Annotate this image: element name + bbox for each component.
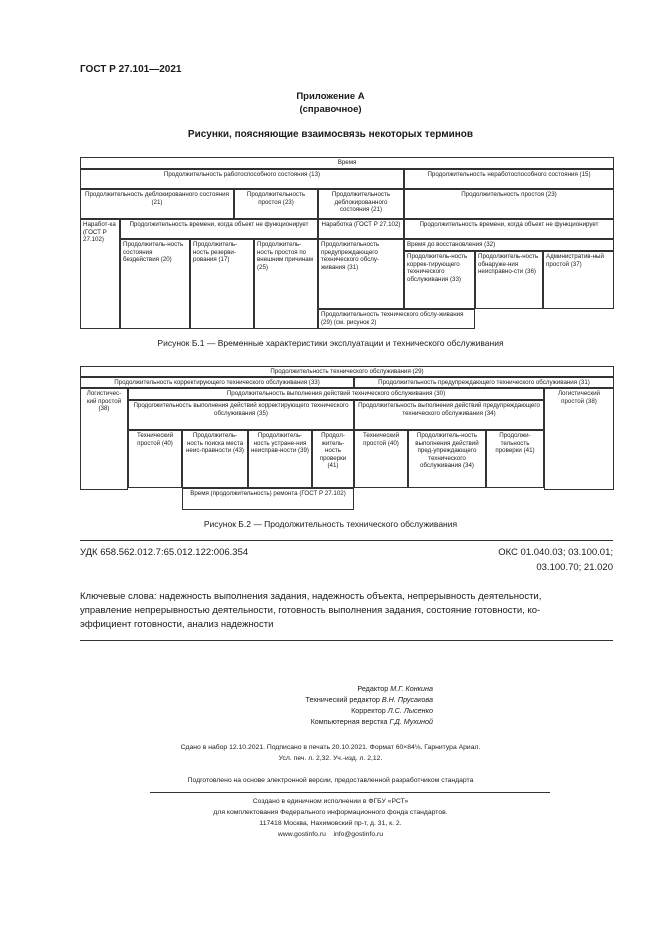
fig2-check2: Продолжи-тельность проверки (41) <box>486 430 544 488</box>
publisher-line-1: Создано в единичном исполнении в ФГБУ «РСТ» <box>252 798 409 805</box>
fig2-repair: Продолжитель-ность устране-ния неисправ-ности (39) <box>248 430 312 488</box>
fig2-actions: Продолжительность выполнения действий технического обслуживания (30) <box>128 388 544 400</box>
fig1-maintenance: Продолжительность технического обслу-живания (29) (см. рисунок 2) <box>318 309 475 329</box>
publisher-line-2: для комплектования Федерального информационного фонда стандартов. <box>213 809 448 816</box>
fig1-undetected: Продолжитель-ность обнаруже-ния неисправно-сти (36) <box>475 251 543 309</box>
credit-tech: Технический редактор В.Н. Прусакова <box>305 695 433 704</box>
fig1-corrective: Продолжитель-ность коррек-тирующего технического обслуживания (33) <box>404 251 475 309</box>
fig2-prev-exec: Продолжитель-ность выполнения действий пред-упреждающего технического обслуживания (34) <box>408 430 486 488</box>
keywords-line-2: управление непрерывностью деятельности, готовность выполнения задания, состояние готовности, ко- <box>80 605 541 616</box>
fig1-mtbf: Наработ-ка (ГОСТ Р 27.102) <box>80 219 120 329</box>
figure-b2-caption: Рисунок Б.2 — Продолжительность технического обслуживания <box>203 519 458 529</box>
fig1-blocked-down: Продолжительность деблокированного состояния (21) <box>318 189 404 219</box>
keywords-line-3: эффициент готовности, анализ надежности <box>80 619 274 630</box>
fig1-admin: Административ-ный простой (37) <box>543 251 614 309</box>
appendix-heading: Рисунки, поясняющие взаимосвязь некоторых терминов <box>187 129 474 140</box>
fig1-not-required2: Продолжительность времени, когда объект не функционирует <box>404 219 614 239</box>
fig2-repair-time: Время (продолжительность) ремонта (ГОСТ Р 27.102) <box>182 488 354 510</box>
imprint-line-3: Подготовлено на основе электронной версии, предоставленной разработчиком стандарта <box>187 777 474 784</box>
appendix-subtitle: (справочное) <box>299 104 362 115</box>
standard-header: ГОСТ Р 27.101—2021 <box>80 64 182 75</box>
divider <box>80 640 613 641</box>
imprint-line-2: Усл. печ. л. 2,32. Уч.-изд. л. 2,12. <box>278 755 383 762</box>
credit-corrector: Корректор Л.С. Лысенко <box>351 706 433 715</box>
divider <box>150 792 550 793</box>
fig2-tech-idle1: Технический простой (40) <box>128 430 182 488</box>
fig1-restore-time: Время до восстановления (32) <box>404 239 614 251</box>
fig1-inactive: Продолжитель-ность состояния бездействия (20) <box>120 239 190 329</box>
fig1-mtbf2: Наработка (ГОСТ Р 27.102) <box>318 219 404 239</box>
fig2-maint: Продолжительность технического обслуживания (29) <box>80 366 614 377</box>
fig2-check1: Продол-житель-ность проверки (41) <box>312 430 354 488</box>
publisher-line-3: 117418 Москва, Нахимовский пр-т, д. 31, к. 2. <box>259 820 402 827</box>
credit-layout: Компьютерная верстка Г.Д. Мухиной <box>310 717 433 726</box>
oks-code-1: ОКС 01.040.03; 03.100.01; <box>498 547 613 558</box>
fig2-corr: Продолжительность корректирующего технического обслуживания (33) <box>80 377 354 388</box>
fig2-log1: Логистичес-кий простой (38) <box>80 388 128 490</box>
appendix-title: Приложение А <box>296 91 365 102</box>
fig1-external: Продолжитель-ность простоя по внешним причинам (25) <box>254 239 318 329</box>
fig1-blocked-up: Продолжительность деблокированного состояния (21) <box>80 189 234 219</box>
fig1-idle: Продолжительность простоя (23) <box>234 189 318 219</box>
fig1-not-required1: Продолжительность времени, когда объект не функционирует <box>120 219 318 239</box>
fig1-downtime: Продолжительность простоя (23) <box>404 189 614 219</box>
fig2-prev-actions: Продолжительность выполнения действий предупреждающего технического обслуживания (34) <box>354 400 544 430</box>
oks-code-2: 03.100.70; 21.020 <box>536 562 613 573</box>
fig2-log2: Логистический простой (38) <box>544 388 614 490</box>
imprint-line-1: Сдано в набор 12.10.2021. Подписано в печать 20.10.2021. Формат 60×84⅛. Гарнитура Ариал. <box>180 744 481 751</box>
fig2-corr-actions: Продолжительность выполнения действий корректирующего технического обслуживания (35) <box>128 400 354 430</box>
fig1-standby: Продолжитель-ность резерви-рования (17) <box>190 239 254 329</box>
fig1-up-state: Продолжительность работоспособного состояния (13) <box>80 169 404 189</box>
fig2-tech-idle2: Технический простой (40) <box>354 430 408 488</box>
fig1-preventive: Продолжительность предупреждающего технического обслу-живания (31) <box>318 239 404 309</box>
udk-code: УДК 658.562.012.7:65.012.122:006.354 <box>80 547 249 558</box>
fig1-down-state: Продолжительность неработоспособного состояния (15) <box>404 169 614 189</box>
figure-b1-caption: Рисунок Б.1 — Временные характеристики эксплуатации и технического обслуживания <box>157 338 504 348</box>
credit-editor: Редактор М.Г. Конкина <box>357 684 433 693</box>
divider <box>80 540 613 541</box>
keywords-line-1: Ключевые слова: надежность выполнения задания, надежность объекта, непрерывность деятельности, <box>80 591 542 602</box>
publisher-line-4[interactable]: www.gostinfo.ru info@gostinfo.ru <box>277 831 384 838</box>
fig2-prev: Продолжительность предупреждающего технического обслуживания (31) <box>354 377 614 388</box>
fig1-time: Время <box>80 157 614 169</box>
fig2-fault-search: Продолжитель-ность поиска места неис-правности (43) <box>182 430 248 488</box>
